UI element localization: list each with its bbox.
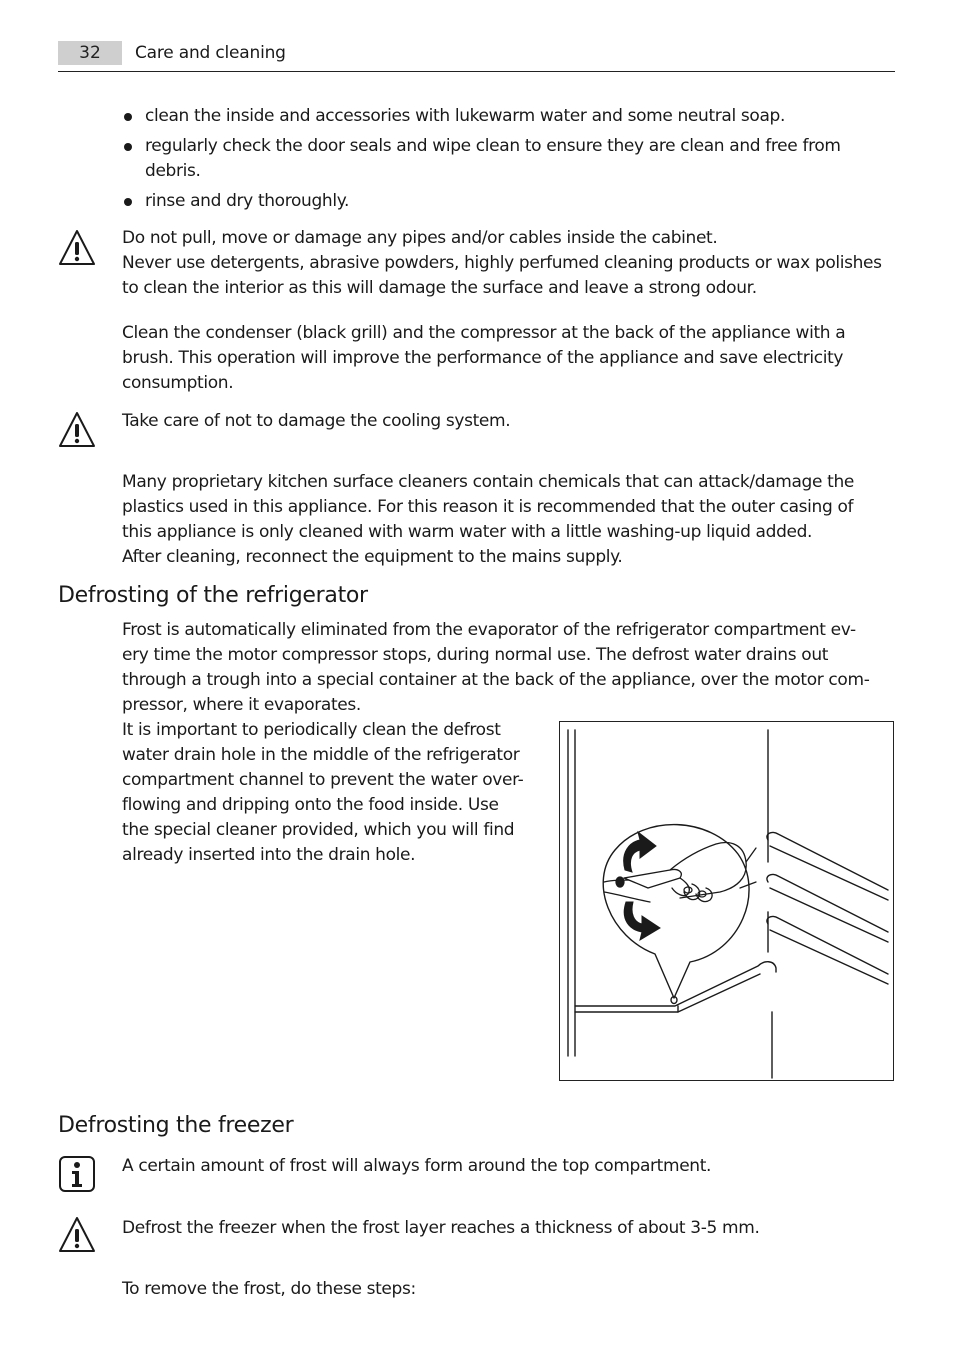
condenser-line-3: consumption. — [122, 373, 234, 393]
freezer-info-text: A certain amount of frost will always form around the top compartment. — [122, 1156, 712, 1176]
info-icon — [58, 1155, 96, 1193]
defrost-fridge-narrow-line-2: water drain hole in the middle of the refrigerator — [122, 745, 520, 765]
bullet-item-1: clean the inside and accessories with lukewarm water and some neutral soap. — [145, 106, 786, 126]
defrost-fridge-line-2: ery time the motor compressor stops, during normal use. The defrost water drains out — [122, 645, 829, 665]
bullet-dot — [124, 143, 132, 151]
condenser-line-2: brush. This operation will improve the performance of the appliance and save electricity — [122, 348, 844, 368]
fridge-interior-drawing — [560, 722, 893, 1080]
steps-intro: To remove the frost, do these steps: — [122, 1279, 416, 1299]
warning-triangle-icon — [58, 411, 96, 449]
heading-defrosting-refrigerator: Defrosting of the refrigerator — [58, 583, 368, 608]
warning-triangle-icon — [58, 1216, 96, 1254]
freezer-warning-text: Defrost the freezer when the frost layer reaches a thickness of about 3-5 mm. — [122, 1218, 760, 1238]
cleaners-line-4: After cleaning, reconnect the equipment to the mains supply. — [122, 547, 623, 567]
warning-triangle-icon — [58, 229, 96, 267]
drain-hole-cleaning-illustration — [559, 721, 894, 1081]
page-header — [58, 39, 895, 72]
warning-1-line-1: Do not pull, move or damage any pipes and/or cables inside the cabinet. — [122, 228, 718, 248]
section-title: Care and cleaning — [135, 43, 286, 63]
bullet-item-2-line-1: regularly check the door seals and wipe clean to ensure they are clean and free from — [145, 136, 841, 156]
bullet-dot — [124, 198, 132, 206]
page-number: 32 — [58, 41, 122, 65]
defrost-fridge-line-4: pressor, where it evaporates. — [122, 695, 361, 715]
defrost-fridge-narrow-line-1: It is important to periodically clean the defrost — [122, 720, 501, 740]
cleaners-line-2: plastics used in this appliance. For this reason it is recommended that the outer casing of — [122, 497, 854, 517]
defrost-fridge-narrow-line-3: compartment channel to prevent the water over- — [122, 770, 524, 790]
defrost-fridge-line-3: through a trough into a special container at the back of the appliance, over the motor com- — [122, 670, 870, 690]
warning-1-line-3: to clean the interior as this will damage the surface and leave a strong odour. — [122, 278, 757, 298]
warning-1-line-2: Never use detergents, abrasive powders, highly perfumed cleaning products or wax polishes — [122, 253, 882, 273]
warning-2-text: Take care of not to damage the cooling system. — [122, 411, 511, 431]
bullet-dot — [124, 113, 132, 121]
cleaners-line-1: Many proprietary kitchen surface cleaners contain chemicals that can attack/damage the — [122, 472, 854, 492]
defrost-fridge-line-1: Frost is automatically eliminated from the evaporator of the refrigerator compartment ev- — [122, 620, 856, 640]
cleaners-line-3: this appliance is only cleaned with warm water with a little washing-up liquid added. — [122, 522, 813, 542]
defrost-fridge-narrow-line-5: the special cleaner provided, which you will find — [122, 820, 515, 840]
heading-defrosting-freezer: Defrosting the freezer — [58, 1113, 294, 1138]
defrost-fridge-narrow-line-6: already inserted into the drain hole. — [122, 845, 416, 865]
condenser-line-1: Clean the condenser (black grill) and the compressor at the back of the appliance with a — [122, 323, 846, 343]
bullet-item-2-line-2: debris. — [145, 161, 201, 181]
defrost-fridge-narrow-line-4: flowing and dripping onto the food inside. Use — [122, 795, 499, 815]
bullet-item-3: rinse and dry thoroughly. — [145, 191, 350, 211]
